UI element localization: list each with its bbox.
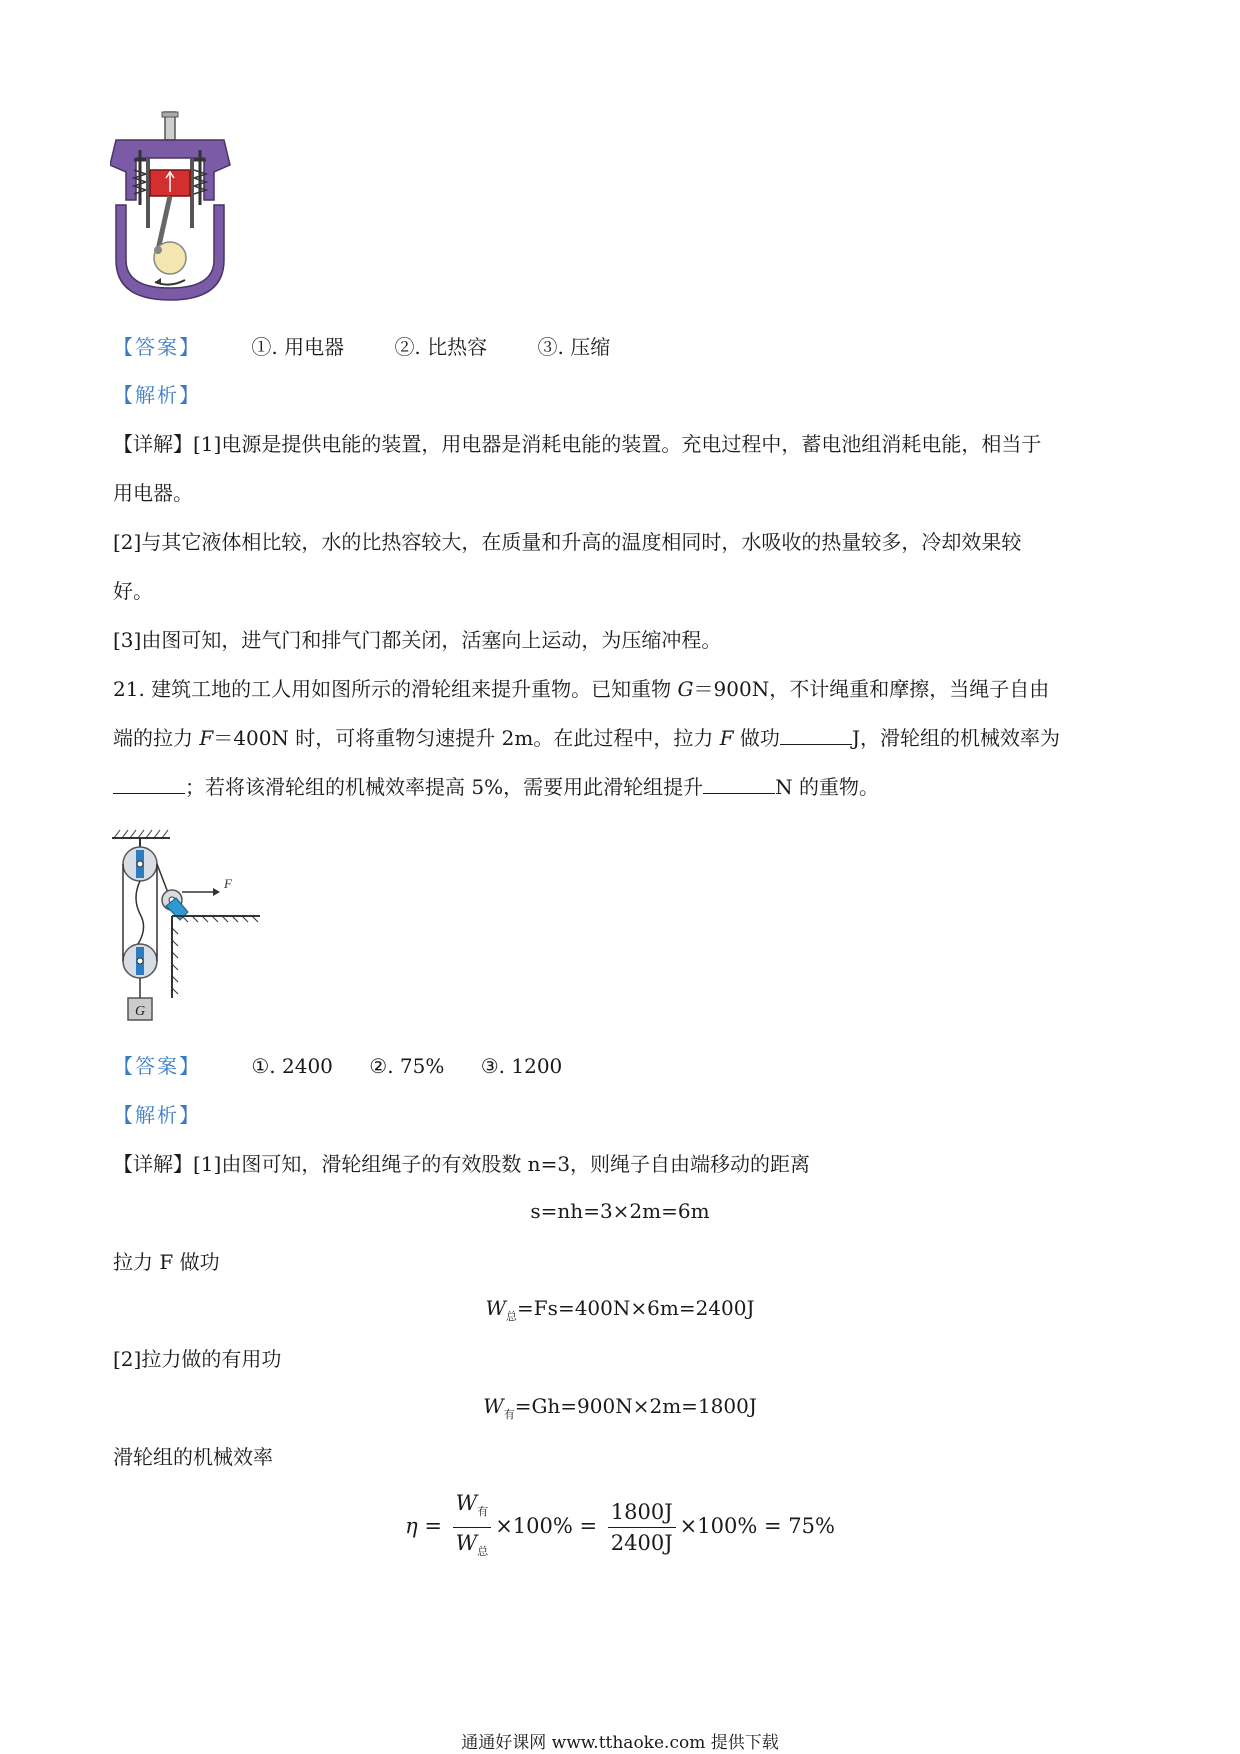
- question-text: 端的拉力: [113, 726, 200, 750]
- variable-f: F: [719, 726, 734, 750]
- eq-symbol: W: [485, 1296, 507, 1320]
- answer-tag: 【答案】: [113, 1054, 201, 1078]
- question-text: 做功: [733, 726, 780, 750]
- answer-2: ②. 75%: [369, 1054, 445, 1078]
- answer-1: ①. 2400: [251, 1054, 333, 1078]
- answer-blank[interactable]: [780, 726, 852, 745]
- equation-1: s=nh=3×2m=6m: [530, 1199, 710, 1223]
- detail-text: 用电器。: [113, 481, 193, 505]
- detail-text: 好。: [113, 579, 153, 603]
- variable-g: G: [677, 677, 694, 701]
- detail-text: [2]与其它液体相比较，水的比热容较大，在质量和升高的温度相同时，水吸收的热量较多，冷却效果较: [113, 530, 1022, 554]
- question-21-line3: [113, 773, 879, 801]
- detail-text: 拉力 F 做功: [113, 1250, 220, 1274]
- answer-blank[interactable]: [703, 775, 775, 794]
- question-text: ；若将该滑轮组的机械效率提高 5%，需要用此滑轮组提升: [185, 775, 704, 799]
- eq-subscript: 总: [506, 1310, 518, 1323]
- variable-f: F: [199, 726, 214, 750]
- eq-text: =Fs=400N×6m=2400J: [517, 1296, 755, 1320]
- eq-subscript: 总: [477, 1545, 489, 1559]
- question-text: N 的重物。: [775, 775, 879, 799]
- q21-answer-line: [113, 1052, 562, 1080]
- answer-2: ②. 比热容: [394, 335, 488, 359]
- eq-symbol: W: [483, 1394, 504, 1418]
- eq-symbol: W: [455, 1531, 478, 1556]
- answer-blank[interactable]: [113, 775, 185, 794]
- question-text: J，滑轮组的机械效率为: [851, 726, 1060, 750]
- eq-numerator: 1800J: [608, 1497, 676, 1528]
- q20-answer-line: [113, 333, 610, 361]
- answer-1: ①. 用电器: [251, 335, 345, 359]
- question-21-line1: [113, 675, 1049, 703]
- question-text: ＝400N 时，可将重物匀速提升 2m。在此过程中，拉力: [213, 726, 720, 750]
- efficiency-equation: [0, 1488, 1240, 1567]
- answer-tag: 【答案】: [113, 335, 201, 359]
- detail-text: 滑轮组的机械效率: [113, 1445, 273, 1469]
- pulley-figure: [110, 828, 270, 1028]
- engine-figure: [110, 110, 235, 305]
- eq-denominator: 2400J: [610, 1531, 673, 1556]
- equation-3: [0, 1394, 1240, 1422]
- eq-text: ×100% =: [495, 1514, 598, 1539]
- answer-3: ③. 1200: [480, 1054, 563, 1078]
- weight-label: G: [135, 1004, 146, 1019]
- analysis-tag: 【解析】: [113, 383, 201, 407]
- page-footer: 通通好课网 www.tthaoke.com 提供下载: [461, 1733, 779, 1753]
- detail-text: [2]拉力做的有用功: [113, 1347, 282, 1371]
- eq-text: =Gh=900N×2m=1800J: [514, 1394, 757, 1418]
- detail-text: [3]由图可知，进气门和排气门都关闭，活塞向上运动，为压缩冲程。: [113, 628, 722, 652]
- eq-symbol: W: [455, 1491, 478, 1515]
- question-text: ＝900N，不计绳重和摩擦，当绳子自由: [693, 677, 1050, 701]
- force-label: F: [224, 876, 232, 891]
- question-21-line2: [113, 724, 1060, 752]
- fraction-numeric: [608, 1497, 676, 1558]
- analysis-tag: 【解析】: [113, 1103, 201, 1127]
- fraction-symbolic: [453, 1488, 492, 1567]
- equation-2: [0, 1296, 1240, 1324]
- answer-3: ③. 压缩: [537, 335, 611, 359]
- eq-text: ×100% = 75%: [679, 1514, 835, 1539]
- eq-subscript: 有: [477, 1505, 489, 1519]
- question-text: 21. 建筑工地的工人用如图所示的滑轮组来提升重物。已知重物: [113, 677, 678, 701]
- eq-subscript: 有: [503, 1408, 515, 1421]
- detail-text: 【详解】[1]由图可知，滑轮组绳子的有效股数 n=3，则绳子自由端移动的距离: [113, 1152, 811, 1176]
- eq-eta: η =: [405, 1514, 442, 1539]
- detail-text: 【详解】[1]电源是提供电能的装置，用电器是消耗电能的装置。充电过程中，蓄电池组消耗电能，相当于: [113, 432, 1042, 456]
